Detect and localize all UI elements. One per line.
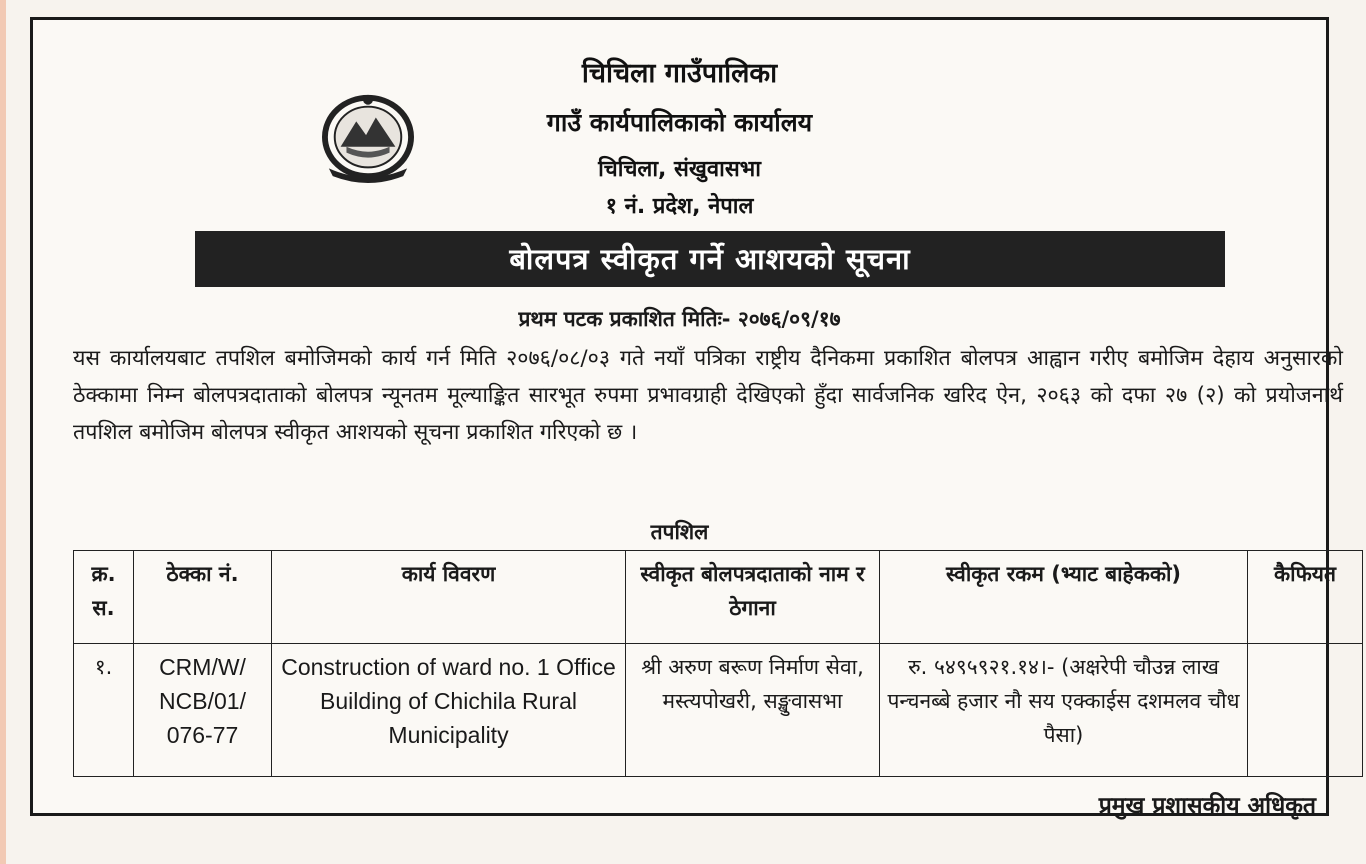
notice-body: यस कार्यालयबाट तपशिल बमोजिमको कार्य गर्न मिति २०७६/०८/०३ गते नयाँ पत्रिका राष्ट्रीय दैनिकमा प्रकाशित बोलपत्र आह्वान गरीए बमोजिम देहाय अनुसारको ठेक्कामा निम्न बोलपत्रदाताको बोलपत्र न्यूनतम मूल्याङ्कित सारभूत रुपमा प्रभावग्राही देखिएको हुँदा सार्वजनिक खरिद ऐन, २०६३ को दफा २७ (२) को प्रयोजनार्थ तपशिल बमोजिम बोलपत्र स्वीकृत आशयको सूचना प्रकाशित गरिएको छ । (73, 346, 1343, 445)
table-caption: तपशिल (650, 520, 709, 544)
published-date: प्रथम पटक प्रकाशित मितिः- २०७६/०९/१७ (518, 307, 841, 331)
page-edge (0, 0, 6, 864)
header-contract-no: ठेक्का नं. (134, 551, 272, 644)
award-table (73, 550, 1363, 777)
header-amount: स्वीकृत रकम (भ्याट बाहेकको) (880, 551, 1248, 644)
cell-sn: १. (74, 644, 134, 777)
cell-description: Construction of ward no. 1 Office Building of Chichila Rural Municipality (272, 644, 626, 777)
signatory: प्रमुख प्रशासकीय अधिकृत (1098, 793, 1316, 819)
header-description: कार्य विवरण (272, 551, 626, 644)
cell-bidder: श्री अरुण बरूण निर्माण सेवा, मस्त्यपोखरी, सङ्खुवासभा (626, 644, 880, 777)
notice-title: बोलपत्र स्वीकृत गर्ने आशयको सूचना (195, 231, 1225, 287)
table-row (74, 644, 1363, 777)
cell-remarks (1248, 644, 1363, 777)
notice-frame (30, 17, 1343, 819)
cell-amount: रु. ५४९५९२१.१४।- (अक्षरेपी चौउन्न लाख पन्चनब्बे हजार नौ सय एक्काईस दशमलव चौध पैसा) (880, 644, 1248, 777)
header-bidder: स्वीकृत बोलपत्रदाताको नाम र ठेगाना (626, 551, 880, 644)
cell-contract-no: CRM/W/ NCB/01/ 076-77 (134, 644, 272, 777)
table-header-row (74, 551, 1363, 644)
header-remarks: कैफियत (1248, 551, 1363, 644)
office-name: गाउँ कार्यपालिकाको कार्यालय (546, 108, 813, 137)
municipality-name: चिचिला गाउँपालिका (581, 58, 778, 89)
province-line: १ नं. प्रदेश, नेपाल (605, 194, 754, 219)
header-sn: क्र. स. (74, 551, 134, 644)
office-address: चिचिला, संखुवासभा (598, 157, 761, 182)
